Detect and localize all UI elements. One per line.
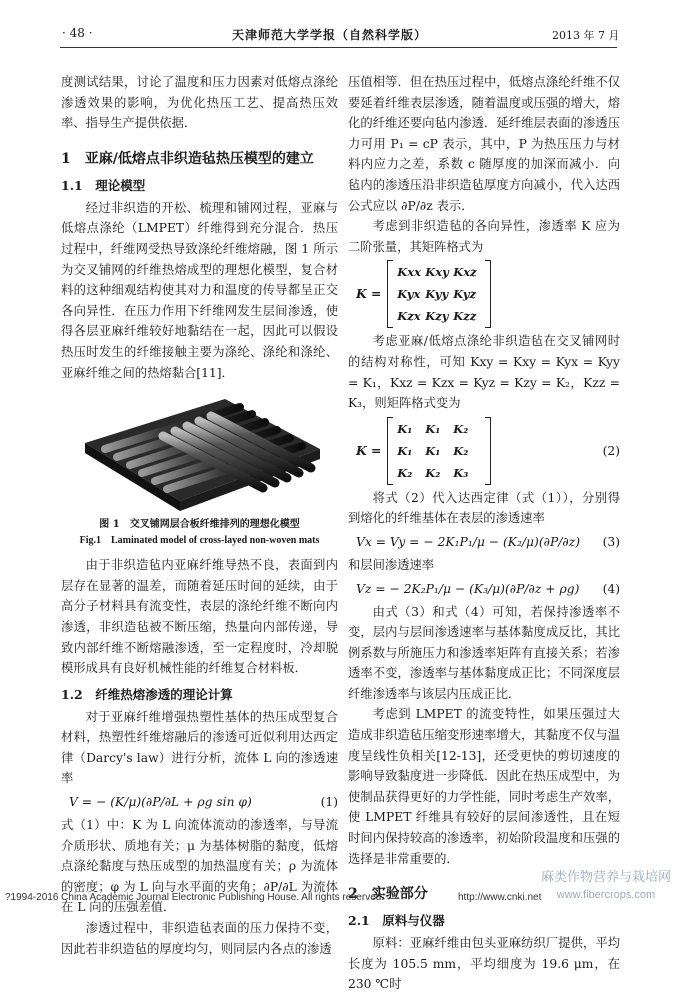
matrix-entry: Kxx [397, 265, 421, 280]
section-1-1-heading: 1.1 理论模型 [61, 177, 146, 193]
paragraph-lmpet: 考虑到 LMPET 的流变特性，如果压强过大造成非织造毡压缩变形速率增大，其黏度不仅与温度呈线性负相关[12-13]，还受更快的剪切速度的影响导致黏度进一步降低．因此在热压成型中，为使制品获得更好的力学性能，同时考虑生产效率，使 LMPET 纤维具有较好的层间渗透性，且在短时间内保持较高的渗透率，初始阶段温度和压强的选择是非常重要的． [348, 707, 620, 866]
matrix-entry: Kzy [425, 309, 449, 324]
matrix-entry: K₂ [425, 465, 441, 480]
equation-4-number: (4) [602, 581, 620, 596]
matrix-entry: Kyz [453, 287, 476, 302]
paragraph-heat-transfer: 由于非织造毡内亚麻纤维导热不良，表面到内层存在显著的温差，而随着延压时间的延续，由于高分子材料具有流变性，表层的涤纶纤维不断向内渗透，非织造毡被不断压缩，热量向内部传递，导致内部纤维不断熔融渗透，至一定程度时，冷却脱模形成具有良好机械性能的纤维复合材料板． [61, 558, 338, 676]
equation-1-body: V = − (K/μ)(∂P/∂L + ρg sin φ) [69, 795, 252, 810]
paragraph-proportionality: 由式（3）和式（4）可知，若保持渗透率不变，层内与层间渗透速率与基体黏度成反比，其比例系数与所施压力和渗透率矩阵有直接关系；若渗透率不变，渗透率与基体黏度成正比；不同深度层纤维渗透率与该层内压成正比． [348, 604, 620, 701]
matrix-entry: K₁ [425, 421, 441, 436]
matrix-entry: Kzz [453, 309, 477, 324]
equation-4 [348, 579, 620, 599]
header-rule [60, 47, 617, 48]
matrix-entry: K₁ [425, 443, 441, 458]
matrix-1 [348, 260, 620, 328]
equation-1-number: (1) [320, 795, 338, 810]
cnki-url: http://www.cnki.net [458, 892, 542, 903]
section-2-heading: 2 实验部分 [348, 886, 428, 903]
matrix-entry: K₂ [453, 421, 469, 436]
matrix-entry: Kxy [425, 265, 449, 280]
issue-date: 2013 年 7 月 [552, 29, 620, 42]
section-1-heading: 1 亚麻/低熔点非织造毡热压模型的建立 [61, 150, 314, 167]
paragraph-eq1-explained: 式（1）中：K 为 L 向流体流动的渗透率，与导流介质形状、质地有关；μ 为基体树脂的黏度，低熔点涤纶黏度与热压成型的加热温度有关；ρ 为流体的密度；φ 为 L 向与水平面的夹角；∂P/∂L 为流体在 L 向的压强差值． [61, 818, 338, 915]
equation-3 [348, 532, 620, 552]
symmetric-matrix: K = K₁ K₁ K₂ K₁ K₁ K₂ K₂ K₂ K₃ [356, 417, 491, 485]
section-1-2-heading: 1.2 纤维热熔渗透的理论计算 [61, 686, 233, 702]
copyright-notice: ?1994-2016 China Academic Journal Electronic Publishing House. All rights reserved. [5, 892, 385, 903]
matrix-entry: Kyy [425, 287, 449, 302]
paragraph-tensor: 考虑到非织造毡的各向异性，渗透率 K 应为二阶张量，其矩阵格式为 [348, 219, 620, 254]
matrix-entry: K₂ [397, 465, 413, 480]
matrix-entry: K₁ [397, 421, 413, 436]
equation-4-body: Vz = − 2K₂P₁/μ − (K₃/μ)(∂P/∂z + ρg) [356, 581, 580, 596]
running-header [0, 0, 677, 60]
matrix-entry: K₂ [453, 443, 469, 458]
page-number: · 48 · [62, 26, 93, 40]
paragraph-theory: 经过非织造的开松、梳理和铺网过程，亚麻与低熔点涤纶（LMPET）纤维得到充分混合．热压过程中，纤维网受热导致涤纶纤维熔融，图 1 所示为交叉铺网的纤维热熔成型的理想化模型，复合材料的这种细观结构使其对力和温度的传导都呈正交各向异性．在压力作用下纤维网发生层间渗透，使得各层亚麻纤维较好地黏结在一起，因此可以假设热压时发生的纤维接触主要为涤纶、涤纶和涤纶、亚麻纤维之间的热熔黏合[11]． [61, 200, 338, 380]
paragraph-symmetry: 考虑亚麻/低熔点涤纶非织造毡在交叉铺网时的结构对称性，可知 Kxy = Kxy = Kyx = Kyy = K₁，Kxz = Kzx = Kyz = Kzy = K₂，Kzz = K₃，则矩阵格式变为 [348, 334, 620, 411]
matrix-entry: Kxz [453, 265, 477, 280]
paragraph-interlayer: 和层间渗透速率 [348, 557, 435, 572]
intro-paragraph: 度测试结果，讨论了温度和压力因素对低熔点涤纶渗透效果的影响，为优化热压工艺、提高热压效率、指导生产提供依据． [61, 75, 338, 131]
watermark-url: www.fibercrops.com [556, 889, 656, 901]
equation-3-body: Vx = Vy = − 2K₁P₁/μ − (K₂/μ)(∂P/∂z) [356, 534, 581, 549]
paragraph-darcy: 对于亚麻纤维增强热塑性基体的热压成型复合材料，热塑性纤维熔融后的渗透可近似利用达西定律（Darcy's law）进行分析，流体 L 向的渗透速率 [61, 709, 338, 786]
equation-2-number: (2) [602, 443, 620, 458]
matrix-entry: K₃ [453, 465, 469, 480]
matrix-2 [348, 417, 620, 485]
figure-1-caption-cn: 图 1 交叉铺网层合板纤维排列的理想化模型 [99, 519, 300, 531]
section-2-1-heading: 2.1 原料与仪器 [348, 913, 445, 929]
tensor-matrix: K = Kxx Kxy Kxz Kyx Kyy Kyz Kzx Kzy Kzz [356, 260, 491, 328]
paragraph-penetration: 渗透过程中，非织造毡表面的压力保持不变，因此若非织造毡的厚度均匀，则同层内各点的渗透 [61, 921, 338, 956]
paragraph-materials: 原料：亚麻纤维由包头亚麻纺织厂提供，平均长度为 105.5 mm，平均细度为 19.6 μm，在 230 ℃时 [348, 936, 620, 992]
paragraph-pressure: 压值相等．但在热压过程中，低熔点涤纶纤维不仅要延着纤维表层渗透，随着温度或压强的增大，熔化的纤维还要向毡内渗透．延纤维层表面的渗透压力可用 P₁ = cP 表示，其中，P 为热压压力与材料内应力之差，系数 c 随厚度的加深而减小．向毡内的渗透压沿非织造毡厚度方向减小，代入达西公式应以 ∂P/∂z 表示． [348, 75, 620, 213]
equation-3-number: (3) [602, 534, 620, 549]
laminated-mat-illustration [75, 391, 325, 513]
matrix-entry: Kyx [397, 287, 421, 302]
journal-title: 天津师范大学学报（自然科学版） [232, 28, 428, 42]
watermark [540, 868, 672, 914]
left-column [61, 72, 338, 959]
figure-1 [61, 391, 338, 513]
equation-1 [61, 792, 338, 812]
figure-1-caption-en: Fig.1 Laminated model of cross-layed non-woven mats [79, 535, 320, 547]
matrix-entry: Kzx [397, 309, 421, 324]
right-column [348, 72, 620, 995]
paragraph-substitute: 将式（2）代入达西定律（式（1）），分别得到熔化的纤维基体在表层的渗透速率 [348, 490, 620, 526]
matrix-entry: K₁ [397, 443, 413, 458]
watermark-title: 麻类作物营养与栽培网 [540, 869, 671, 884]
